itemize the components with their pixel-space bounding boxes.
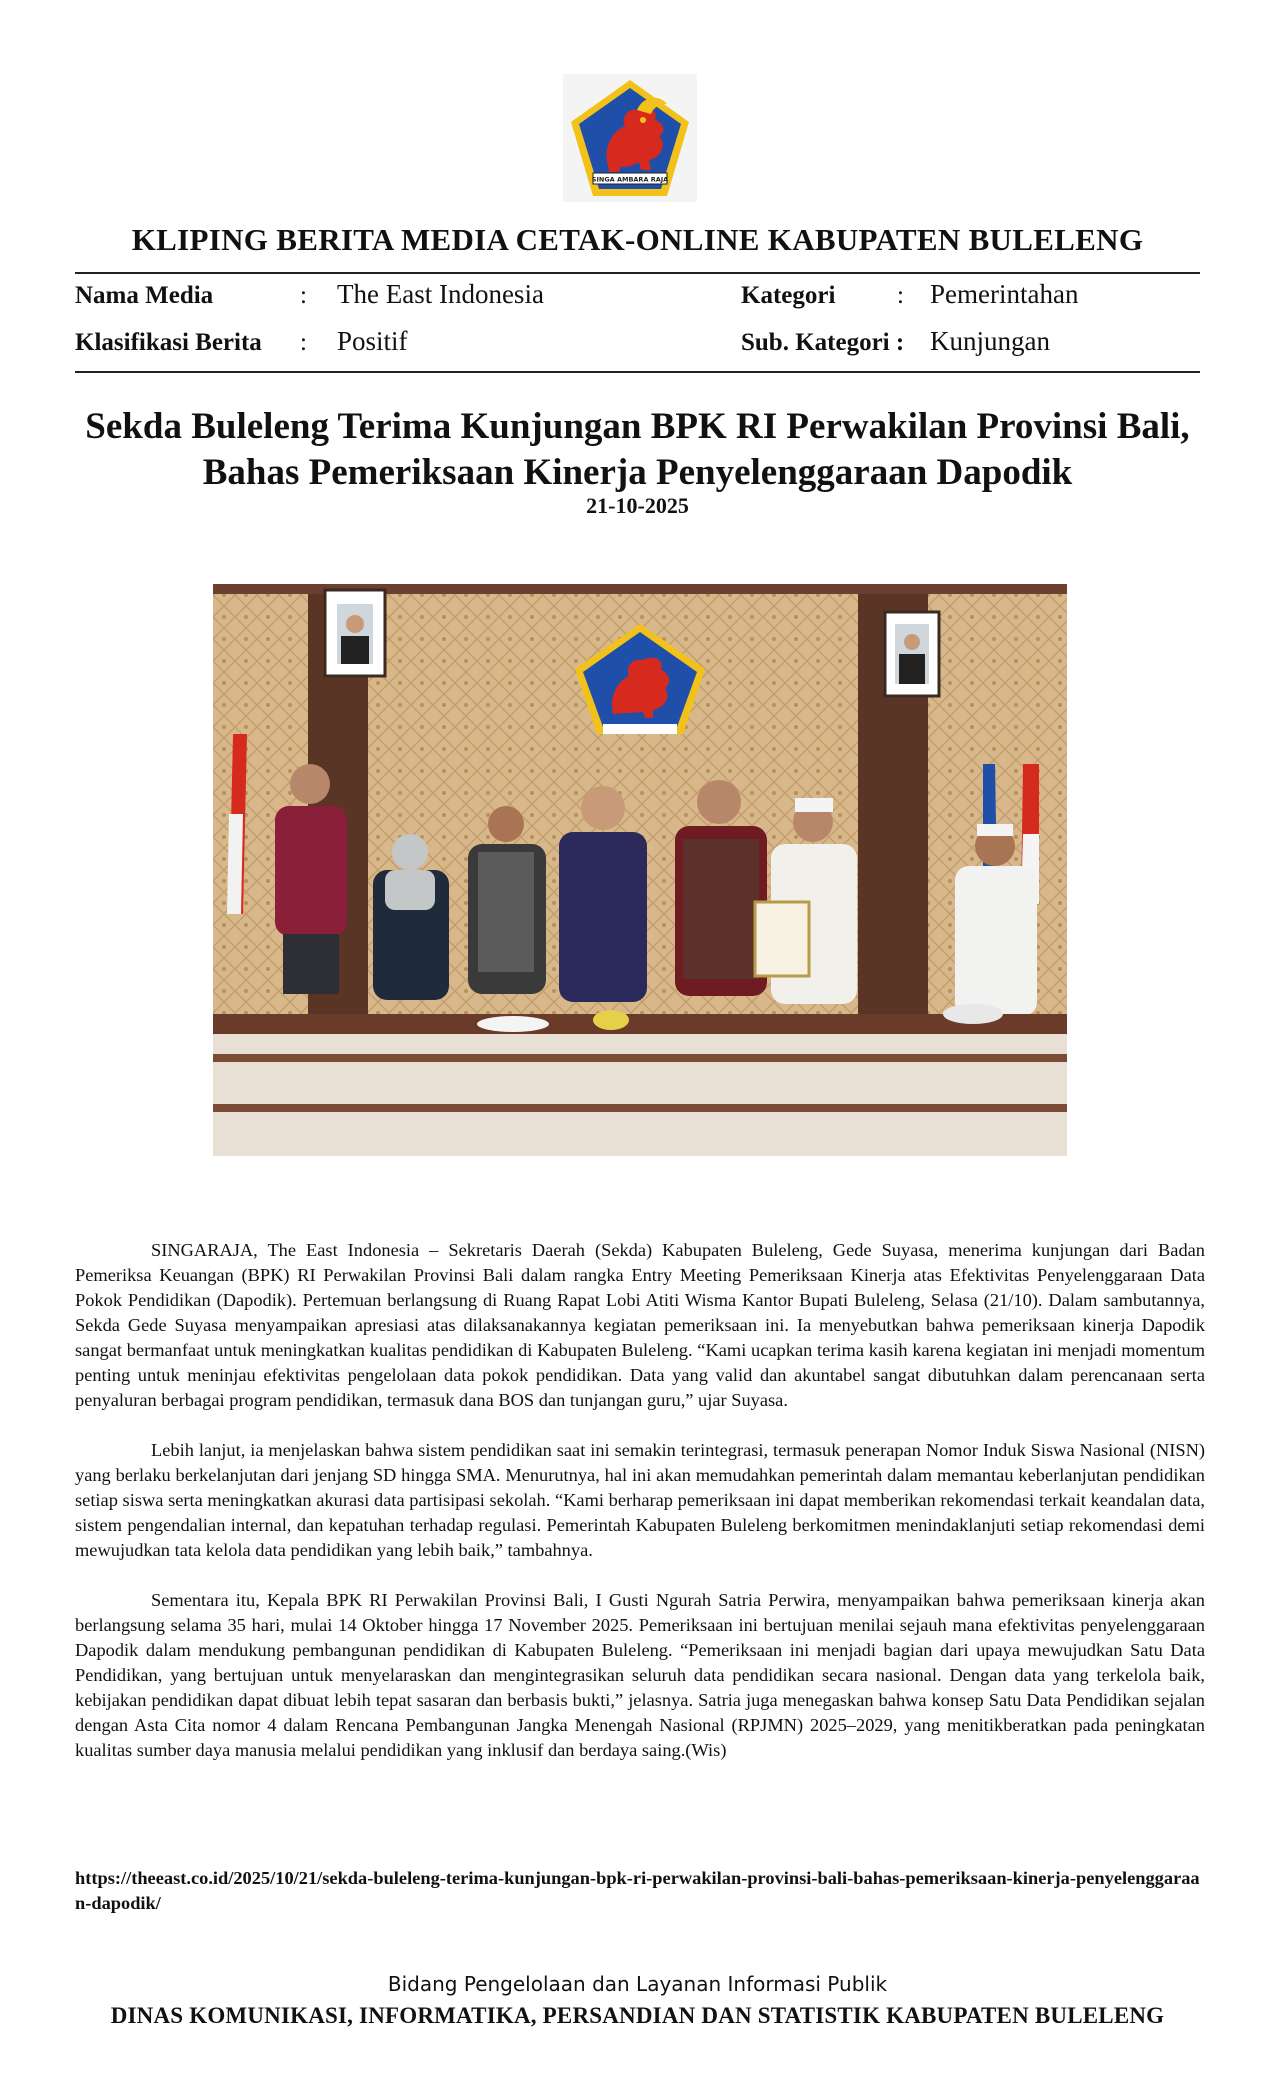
article-date: 21-10-2025 bbox=[586, 493, 689, 518]
article-paragraph: Lebih lanjut, ia menjelaskan bahwa sistem pendidikan saat ini semakin terintegrasi, termasuk penerapan Nomor Induk Siswa Nasional (NISN) yang berlaku berkelanjutan dari jenjang SD hingga SMA. Menurutnya, hal ini akan memudahkan pemerintah dalam memantau keberlanjutan pendidikan setiap siswa serta meningkatkan akurasi data partisipasi sekolah. “Kami berharap pemeriksaan ini dapat memberikan rekomendasi terkait keandalan data, sistem pengendalian internal, dan kepatuhan terhadap regulasi. Pemerintah Kabupaten Buleleng berkomitmen menindaklanjuti setiap rekomendasi demi mewujudkan tata kelola data pendidikan yang lebih baik,” tambahnya. bbox=[75, 1440, 1205, 1560]
article-paragraph: Sementara itu, Kepala BPK RI Perwakilan Provinsi Bali, I Gusti Ngurah Satria Perwira, menyampaikan bahwa pemeriksaan kinerja akan berlangsung selama 35 hari, mulai 14 Oktober hingga 17 November 2025. Pemeriksaan ini bertujuan menilai sejauh mana efektivitas penyelenggaraan Dapodik dalam mendukung pembangunan pendidikan di Kabupaten Buleleng. “Pemeriksaan ini menjadi bagian dari upaya mewujudkan Satu Data Pendidikan, yang bertujuan untuk menyelaraskan dan mengintegrasikan seluruh data pendidikan secara nasional. Dengan data yang terkelola baik, kebijakan pendidikan dapat dibuat lebih tepat sasaran dan berbasis bukti,” jelasnya. Satria juga menegaskan bahwa konsep Satu Data Pendidikan sejalan dengan Asta Cita nomor 4 dalam Rencana Pembangunan Jangka Menengah Nasional (RPJMN) 2025–2029, yang menitikberatkan pada peningkatan kualitas sumber daya manusia melalui pendidikan yang inklusif dan berdaya saing.(Wis) bbox=[75, 1590, 1205, 1760]
footer-department: Bidang Pengelolaan dan Layanan Informasi Publik bbox=[387, 1972, 888, 1996]
media-label: Nama Media bbox=[75, 282, 214, 309]
article-headline bbox=[60, 404, 1215, 496]
klasifikasi-value: Positif bbox=[337, 326, 408, 356]
header-bottom-rule bbox=[75, 371, 1200, 373]
document-header-title: KLIPING BERITA MEDIA CETAK-ONLINE KABUPATEN BULELENG bbox=[131, 222, 1144, 257]
article-paragraph: SINGARAJA, The East Indonesia – Sekretaris Daerah (Sekda) Kabupaten Buleleng, Gede Suyasa, menerima kunjungan dari Badan Pemeriksa Keuangan (BPK) RI Perwakilan Provinsi Bali dalam rangka Entry Meeting Pemeriksaan Kinerja atas Efektivitas Penyelenggaraan Data Pokok Pendidikan (Dapodik). Pertemuan berlangsung di Ruang Rapat Lobi Atiti Wisma Kantor Bupati Buleleng, Selasa (21/10). Dalam sambutannya, Sekda Gede Suyasa menyampaikan apresiasi atas dilaksanakannya kegiatan pemeriksaan ini. Ia menyebutkan bahwa pemeriksaan kinerja Dapodik sangat bermanfaat untuk meningkatkan kualitas pendidikan di Kabupaten Buleleng. “Kami ucapkan terima kasih karena kegiatan ini menjadi momentum penting untuk meninjau efektivitas pengelolaan data pokok pendidikan. Data yang valid dan akuntabel sangat dibutuhkan dalam perencanaan serta penyaluran berbagai program pendidikan, termasuk dana BOS dan tunjangan guru,” ujar Suyasa. bbox=[75, 1240, 1205, 1410]
headline-line-2: Bahas Pemeriksaan Kinerja Penyelenggaraan Dapodik bbox=[202, 452, 1073, 493]
klasifikasi-label: Klasifikasi Berita bbox=[75, 329, 262, 356]
article-body bbox=[75, 1238, 1205, 1788]
kategori-label: Kategori bbox=[741, 282, 836, 309]
kategori-value: Pemerintahan bbox=[930, 279, 1079, 309]
subkategori-value: Kunjungan bbox=[930, 326, 1050, 356]
kabupaten-buleleng-logo bbox=[563, 74, 697, 202]
media-colon: : bbox=[300, 282, 307, 309]
logo-motto: SINGA AMBARA RAJA bbox=[591, 175, 669, 184]
header-top-rule bbox=[75, 272, 1200, 274]
meeting-group-photo-icon bbox=[213, 584, 1067, 1156]
kategori-colon: : bbox=[897, 282, 904, 309]
footer-agency: DINAS KOMUNIKASI, INFORMATIKA, PERSANDIAN DAN STATISTIK KABUPATEN BULELENG bbox=[110, 2003, 1165, 2028]
media-value: The East Indonesia bbox=[337, 279, 544, 309]
article-photo bbox=[213, 584, 1067, 1156]
headline-line-1: Sekda Buleleng Terima Kunjungan BPK RI Perwakilan Provinsi Bali, bbox=[85, 406, 1190, 447]
subkategori-label: Sub. Kategori : bbox=[741, 329, 905, 356]
klasifikasi-colon: : bbox=[300, 329, 307, 356]
singa-ambara-raja-crest-icon bbox=[563, 74, 697, 202]
source-url-link[interactable]: https://theeast.co.id/2025/10/21/sekda-buleleng-terima-kunjungan-bpk-ri-perwakilan-provinsi-bali-bahas-pemeriksaan-kinerja-penyelenggaraan-dapodik/ bbox=[75, 1868, 1200, 1913]
